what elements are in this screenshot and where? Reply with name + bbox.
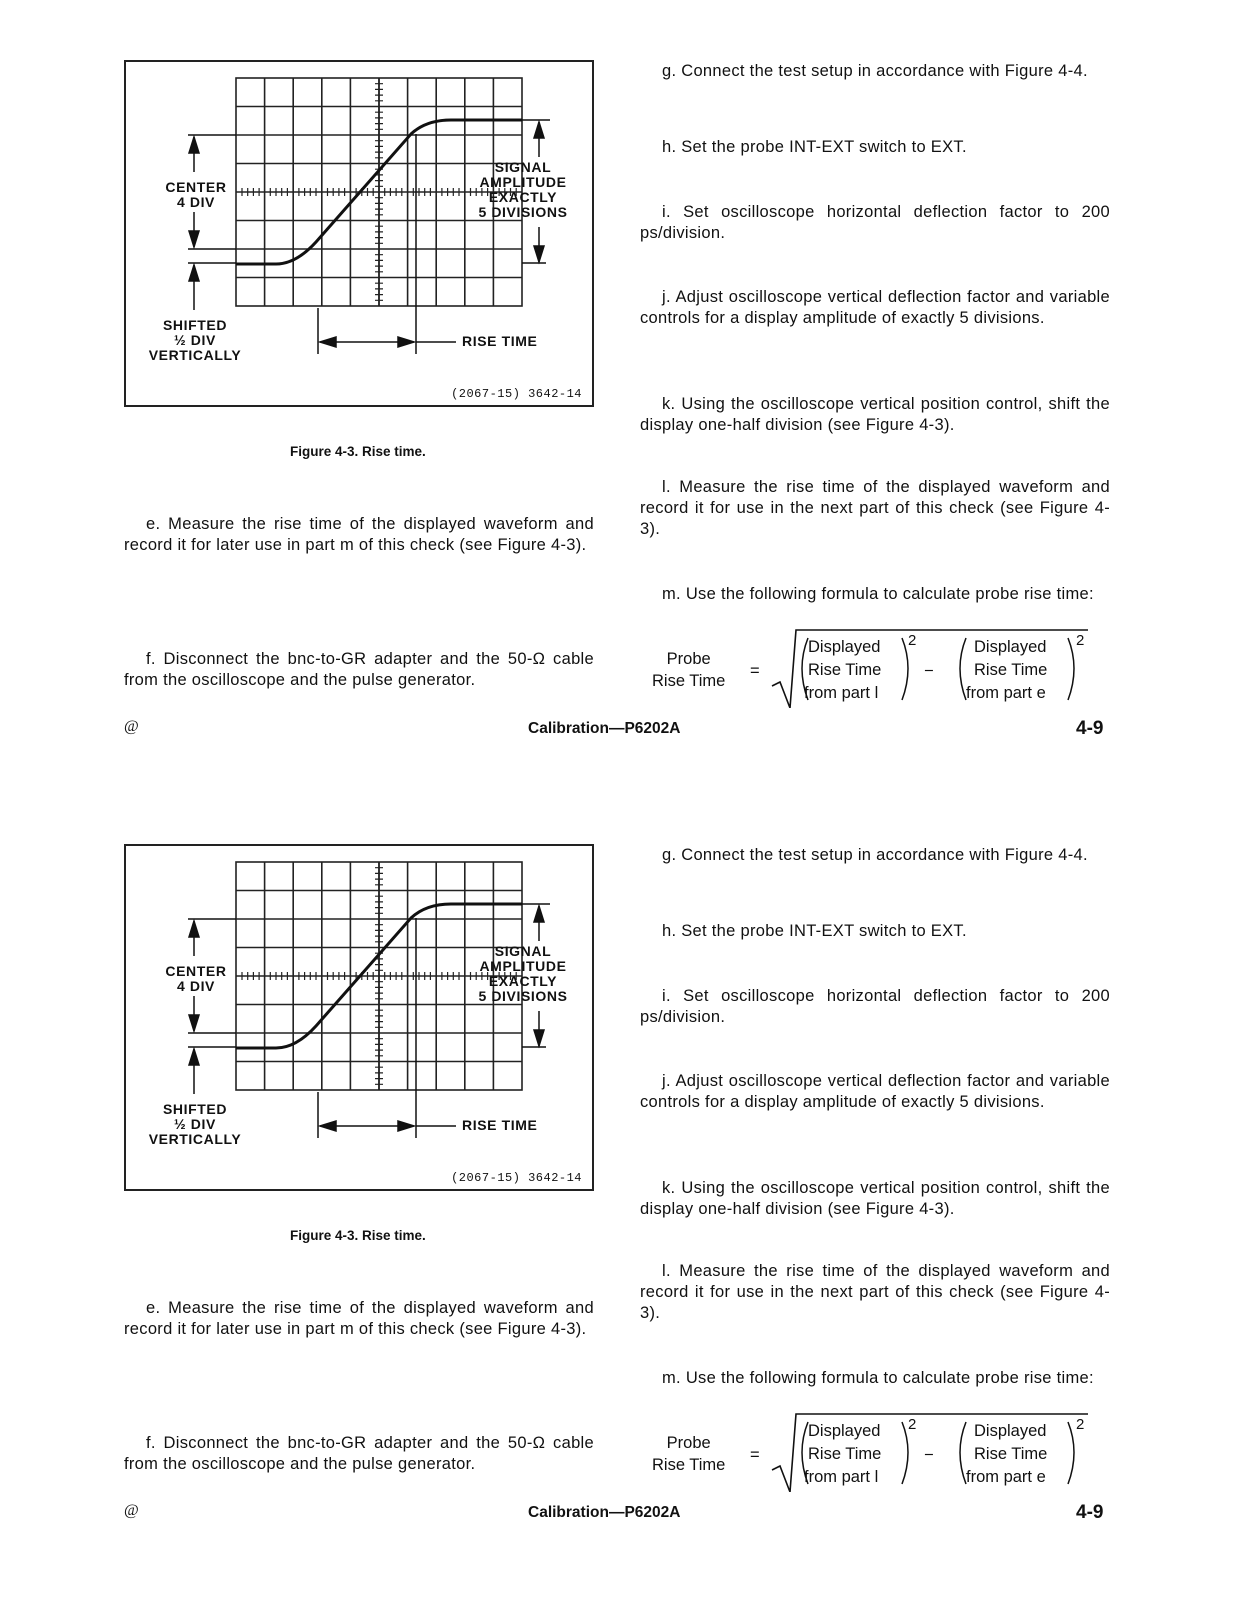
term1-exponent: 2 <box>908 632 917 649</box>
rise-time-figure <box>124 844 594 1191</box>
label-rise-time: RISE TIME <box>462 1117 538 1133</box>
term1-line1: Displayed <box>808 1422 881 1440</box>
figure-caption: Figure 4-3. Rise time. <box>290 444 426 459</box>
shift-half-div-marker <box>188 263 236 310</box>
step-e: e. Measure the rise time of the displayed waveform and record it for later use in part m of this check (see Figure 4-3). <box>124 515 594 554</box>
label-shifted: SHIFTED ½ DIV VERTICALLY <box>148 317 242 363</box>
step-e: e. Measure the rise time of the displayed waveform and record it for later use in part m of this check (see Figure 4-3). <box>124 1299 594 1338</box>
step-l: l. Measure the rise time of the displayed waveform and record it for use in the next part of this check (see Figure 4-3). <box>640 1262 1110 1322</box>
term2-line3: from part e <box>966 1468 1046 1486</box>
label-signal-amplitude: SIGNAL AMPLITUDE EXACTLY 5 DIVISIONS <box>478 943 568 1004</box>
term1-line2: Rise Time <box>808 661 882 679</box>
step-j: j. Adjust oscilloscope vertical deflection factor and variable controls for a display amplitude of exactly 5 divisions. <box>640 288 1110 327</box>
term2-line3: from part e <box>966 684 1046 702</box>
term2-line2: Rise Time <box>974 1445 1048 1463</box>
formula-equals: = <box>750 662 760 680</box>
formula-equals: = <box>750 1446 760 1464</box>
term1-line3: from part l <box>804 684 879 702</box>
step-f: f. Disconnect the bnc-to-GR adapter and the 50-Ω cable from the oscilloscope and the pulse generator. <box>124 1434 594 1473</box>
shift-half-div-marker <box>188 1047 236 1094</box>
formula-lhs: Probe Rise Time <box>652 650 726 690</box>
page-number: 4-9 <box>1076 1502 1104 1523</box>
step-i: i. Set oscilloscope horizontal deflection factor to 200 ps/division. <box>640 987 1110 1026</box>
label-center-4div: CENTER 4 DIV <box>165 179 227 210</box>
footer-title: Calibration—P6202A <box>528 720 681 737</box>
rise-time-markers <box>318 918 456 1138</box>
step-h: h. Set the probe INT-EXT switch to EXT. <box>662 138 967 156</box>
step-f: f. Disconnect the bnc-to-GR adapter and the 50-Ω cable from the oscilloscope and the pulse generator. <box>124 650 594 689</box>
label-rise-time: RISE TIME <box>462 333 538 349</box>
step-l: l. Measure the rise time of the displayed waveform and record it for use in the next part of this check (see Figure 4-3). <box>640 478 1110 538</box>
footer-mark: @ <box>124 718 139 735</box>
step-i: i. Set oscilloscope horizontal deflection factor to 200 ps/division. <box>640 203 1110 242</box>
label-signal-amplitude: SIGNAL AMPLITUDE EXACTLY 5 DIVISIONS <box>478 159 568 220</box>
term2-exponent: 2 <box>1076 1416 1085 1433</box>
step-m: m. Use the following formula to calculate probe rise time: <box>662 1369 1094 1387</box>
term2-line2: Rise Time <box>974 661 1048 679</box>
rise-time-figure <box>124 60 594 407</box>
formula-minus: − <box>924 662 934 680</box>
label-center-4div: CENTER 4 DIV <box>165 963 227 994</box>
formula-minus: − <box>924 1446 934 1464</box>
step-k: k. Using the oscilloscope vertical position control, shift the display one-half division (see Figure 4-3). <box>640 1179 1110 1218</box>
term1-line2: Rise Time <box>808 1445 882 1463</box>
figure-code: (2067-15) 3642-14 <box>451 1171 582 1185</box>
term1-exponent: 2 <box>908 1416 917 1433</box>
step-j: j. Adjust oscilloscope vertical deflection factor and variable controls for a display amplitude of exactly 5 divisions. <box>640 1072 1110 1111</box>
page-copy-top <box>0 0 1237 784</box>
step-m: m. Use the following formula to calculate probe rise time: <box>662 585 1094 603</box>
formula-lhs: Probe Rise Time <box>652 1434 726 1474</box>
page-copy-bottom <box>0 784 1237 1568</box>
step-k: k. Using the oscilloscope vertical position control, shift the display one-half division (see Figure 4-3). <box>640 395 1110 434</box>
label-shifted: SHIFTED ½ DIV VERTICALLY <box>148 1101 242 1147</box>
page-number: 4-9 <box>1076 718 1104 739</box>
rise-time-formula <box>640 1412 1110 1492</box>
term2-exponent: 2 <box>1076 632 1085 649</box>
step-g: g. Connect the test setup in accordance with Figure 4-4. <box>662 846 1088 864</box>
footer-title: Calibration—P6202A <box>528 1504 681 1521</box>
term2-line1: Displayed <box>974 1422 1047 1440</box>
term1-line3: from part l <box>804 1468 879 1486</box>
rise-time-formula <box>640 628 1110 708</box>
step-g: g. Connect the test setup in accordance with Figure 4-4. <box>662 62 1088 80</box>
step-h: h. Set the probe INT-EXT switch to EXT. <box>662 922 967 940</box>
figure-code: (2067-15) 3642-14 <box>451 387 582 401</box>
term1-line1: Displayed <box>808 638 881 656</box>
term2-line1: Displayed <box>974 638 1047 656</box>
rise-time-markers <box>318 134 456 354</box>
figure-caption: Figure 4-3. Rise time. <box>290 1228 426 1243</box>
footer-mark: @ <box>124 1502 139 1519</box>
